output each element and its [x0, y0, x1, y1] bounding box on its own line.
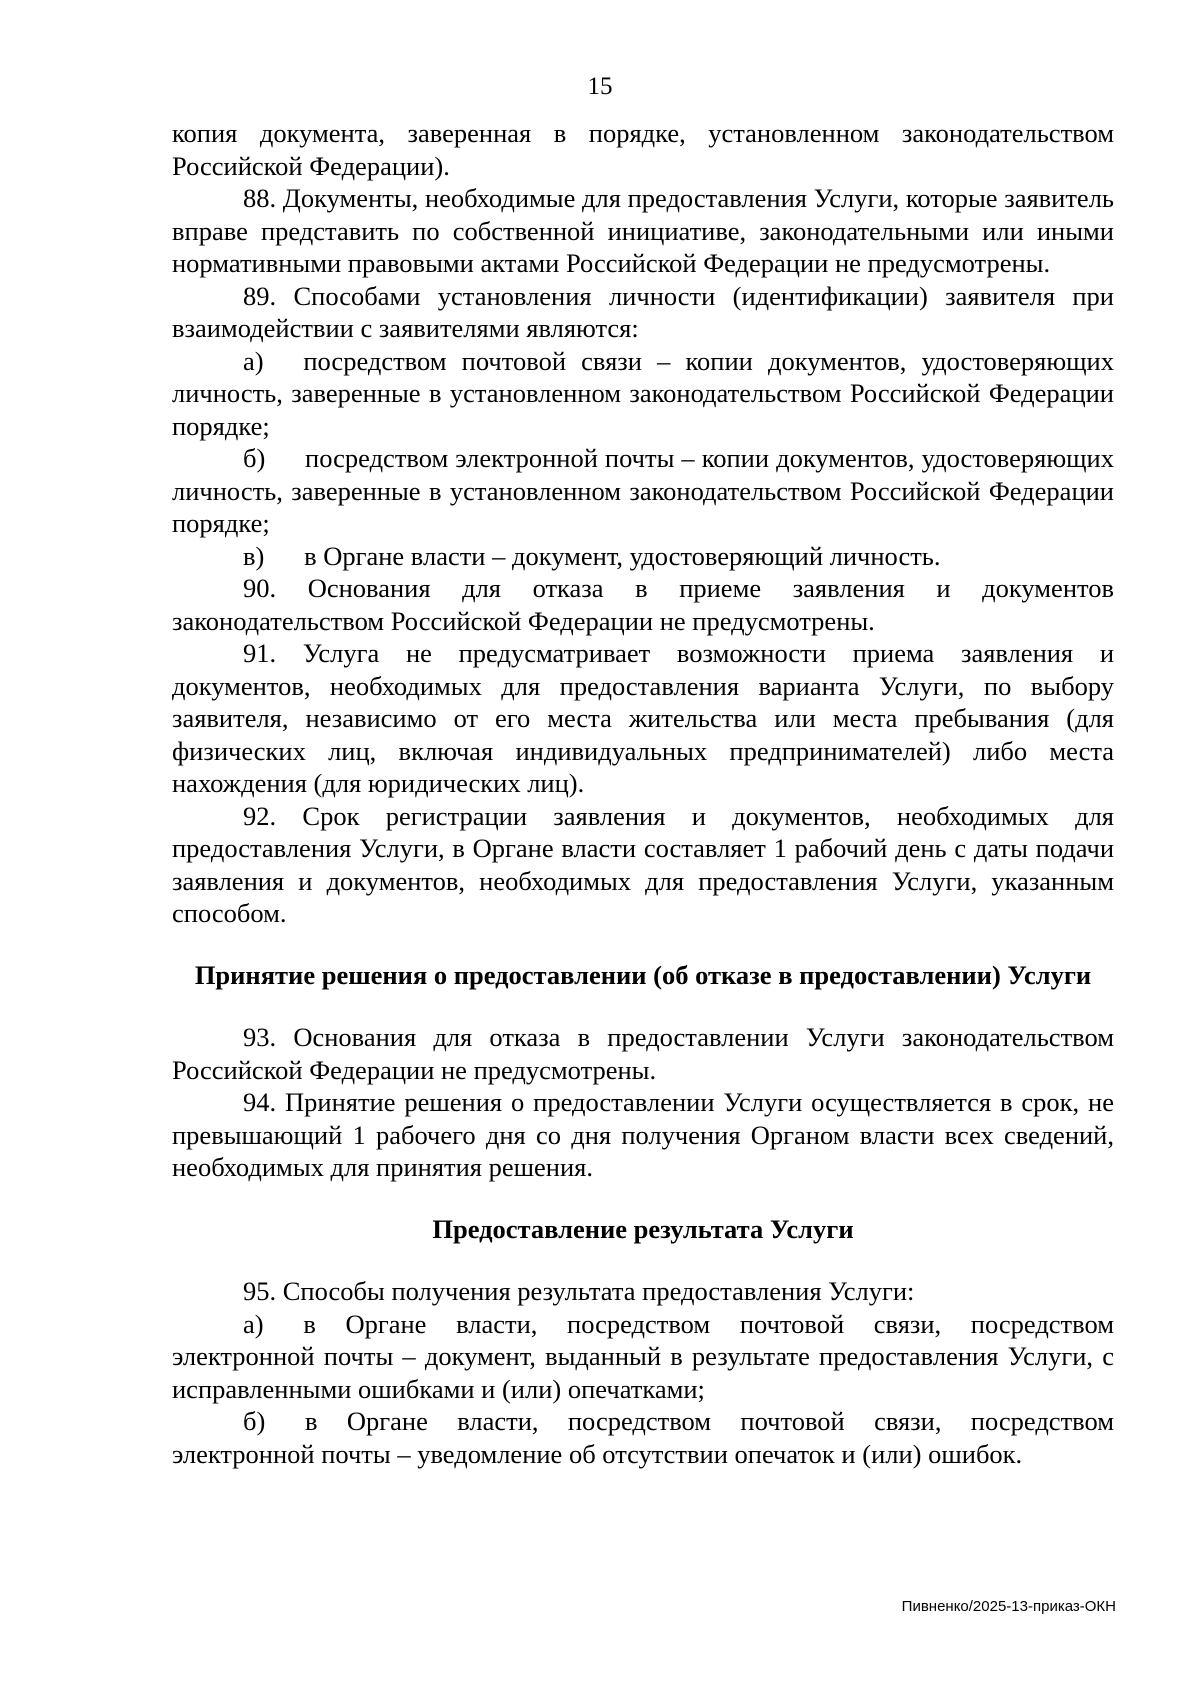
paragraph-95: 95. Способы получения результата предоставления Услуги:	[243, 1276, 915, 1306]
document-body	[172, 117, 1114, 1470]
spacer	[172, 1245, 1114, 1275]
paragraph-94: 94. Принятие решения о предоставлении Услуги осуществляется в срок, не превышающий 1 рабочего дня со дня получения Органом власти всех сведений, необходимых для принятия решения.	[172, 1087, 1114, 1182]
document-code-footer: Пивненко/2025-13-приказ-ОКН	[901, 1598, 1116, 1615]
paragraph-89: 89. Способами установления личности (идентификации) заявителя при взаимодействии с заявителями являются:	[172, 280, 1114, 343]
paragraph-95-item-b: б) в Органе власти, посредством почтовой связи, посредством электронной почты – уведомление об отсутствии опечаток и (или) ошибок.	[172, 1406, 1114, 1469]
spacer	[172, 991, 1114, 1021]
paragraph-89-item-b: б) посредством электронной почты – копии документов, удостоверяющих личность, заверенные в установленном законодательством Российской Федерации порядке;	[172, 443, 1114, 538]
page-number: 15	[587, 73, 613, 100]
paragraph-90: 90. Основания для отказа в приеме заявления и документов законодательством Российской Федерации не предусмотрены.	[172, 573, 1114, 636]
section-heading-decision: Принятие решения о предоставлении (об отказе в предоставлении) Услуги	[194, 959, 1092, 990]
paragraph-89-item-a: а) посредством почтовой связи – копии документов, удостоверяющих личность, заверенные в установленном законодательством Российской Федерации порядке;	[172, 345, 1114, 441]
paragraph-91: 91. Услуга не предусматривает возможности приема заявления и документов, необходимых для предоставления варианта Услуги, по выбору заявителя, независимо от его места жительства или места пребывания (для физических лиц, включая индивидуальных предпринимателей) либо места нахождения (для юридических лиц).	[172, 638, 1114, 798]
paragraph-88: 88. Документы, необходимые для предоставления Услуги, которые заявитель вправе представить по собственной инициативе, законодательными или иными нормативными правовыми актами Российской Федерации не предусмотрены.	[172, 183, 1114, 278]
paragraph-95-item-a: а) в Органе власти, посредством почтовой связи, посредством электронной почты – документ, выданный в результате предоставления Услуги, с исправленными ошибками и (или) опечатками;	[172, 1308, 1114, 1404]
spacer	[172, 930, 1114, 959]
paragraph-89-item-c: в) в Органе власти – документ, удостоверяющий личность.	[243, 540, 941, 571]
paragraph-93: 93. Основания для отказа в предоставлении Услуги законодательством Российской Федерации не предусмотрены.	[172, 1022, 1114, 1085]
paragraph-87-continuation: копия документа, заверенная в порядке, установленном законодательством Российской Федерации).	[172, 118, 1114, 181]
paragraph-92: 92. Срок регистрации заявления и документов, необходимых для предоставления Услуги, в Органе власти составляет 1 рабочий день с даты подачи заявления и документов, необходимых для предоставления Услуги, указанным способом.	[172, 800, 1114, 928]
spacer	[172, 1184, 1114, 1213]
section-heading-result: Предоставление результата Услуги	[432, 1213, 854, 1244]
